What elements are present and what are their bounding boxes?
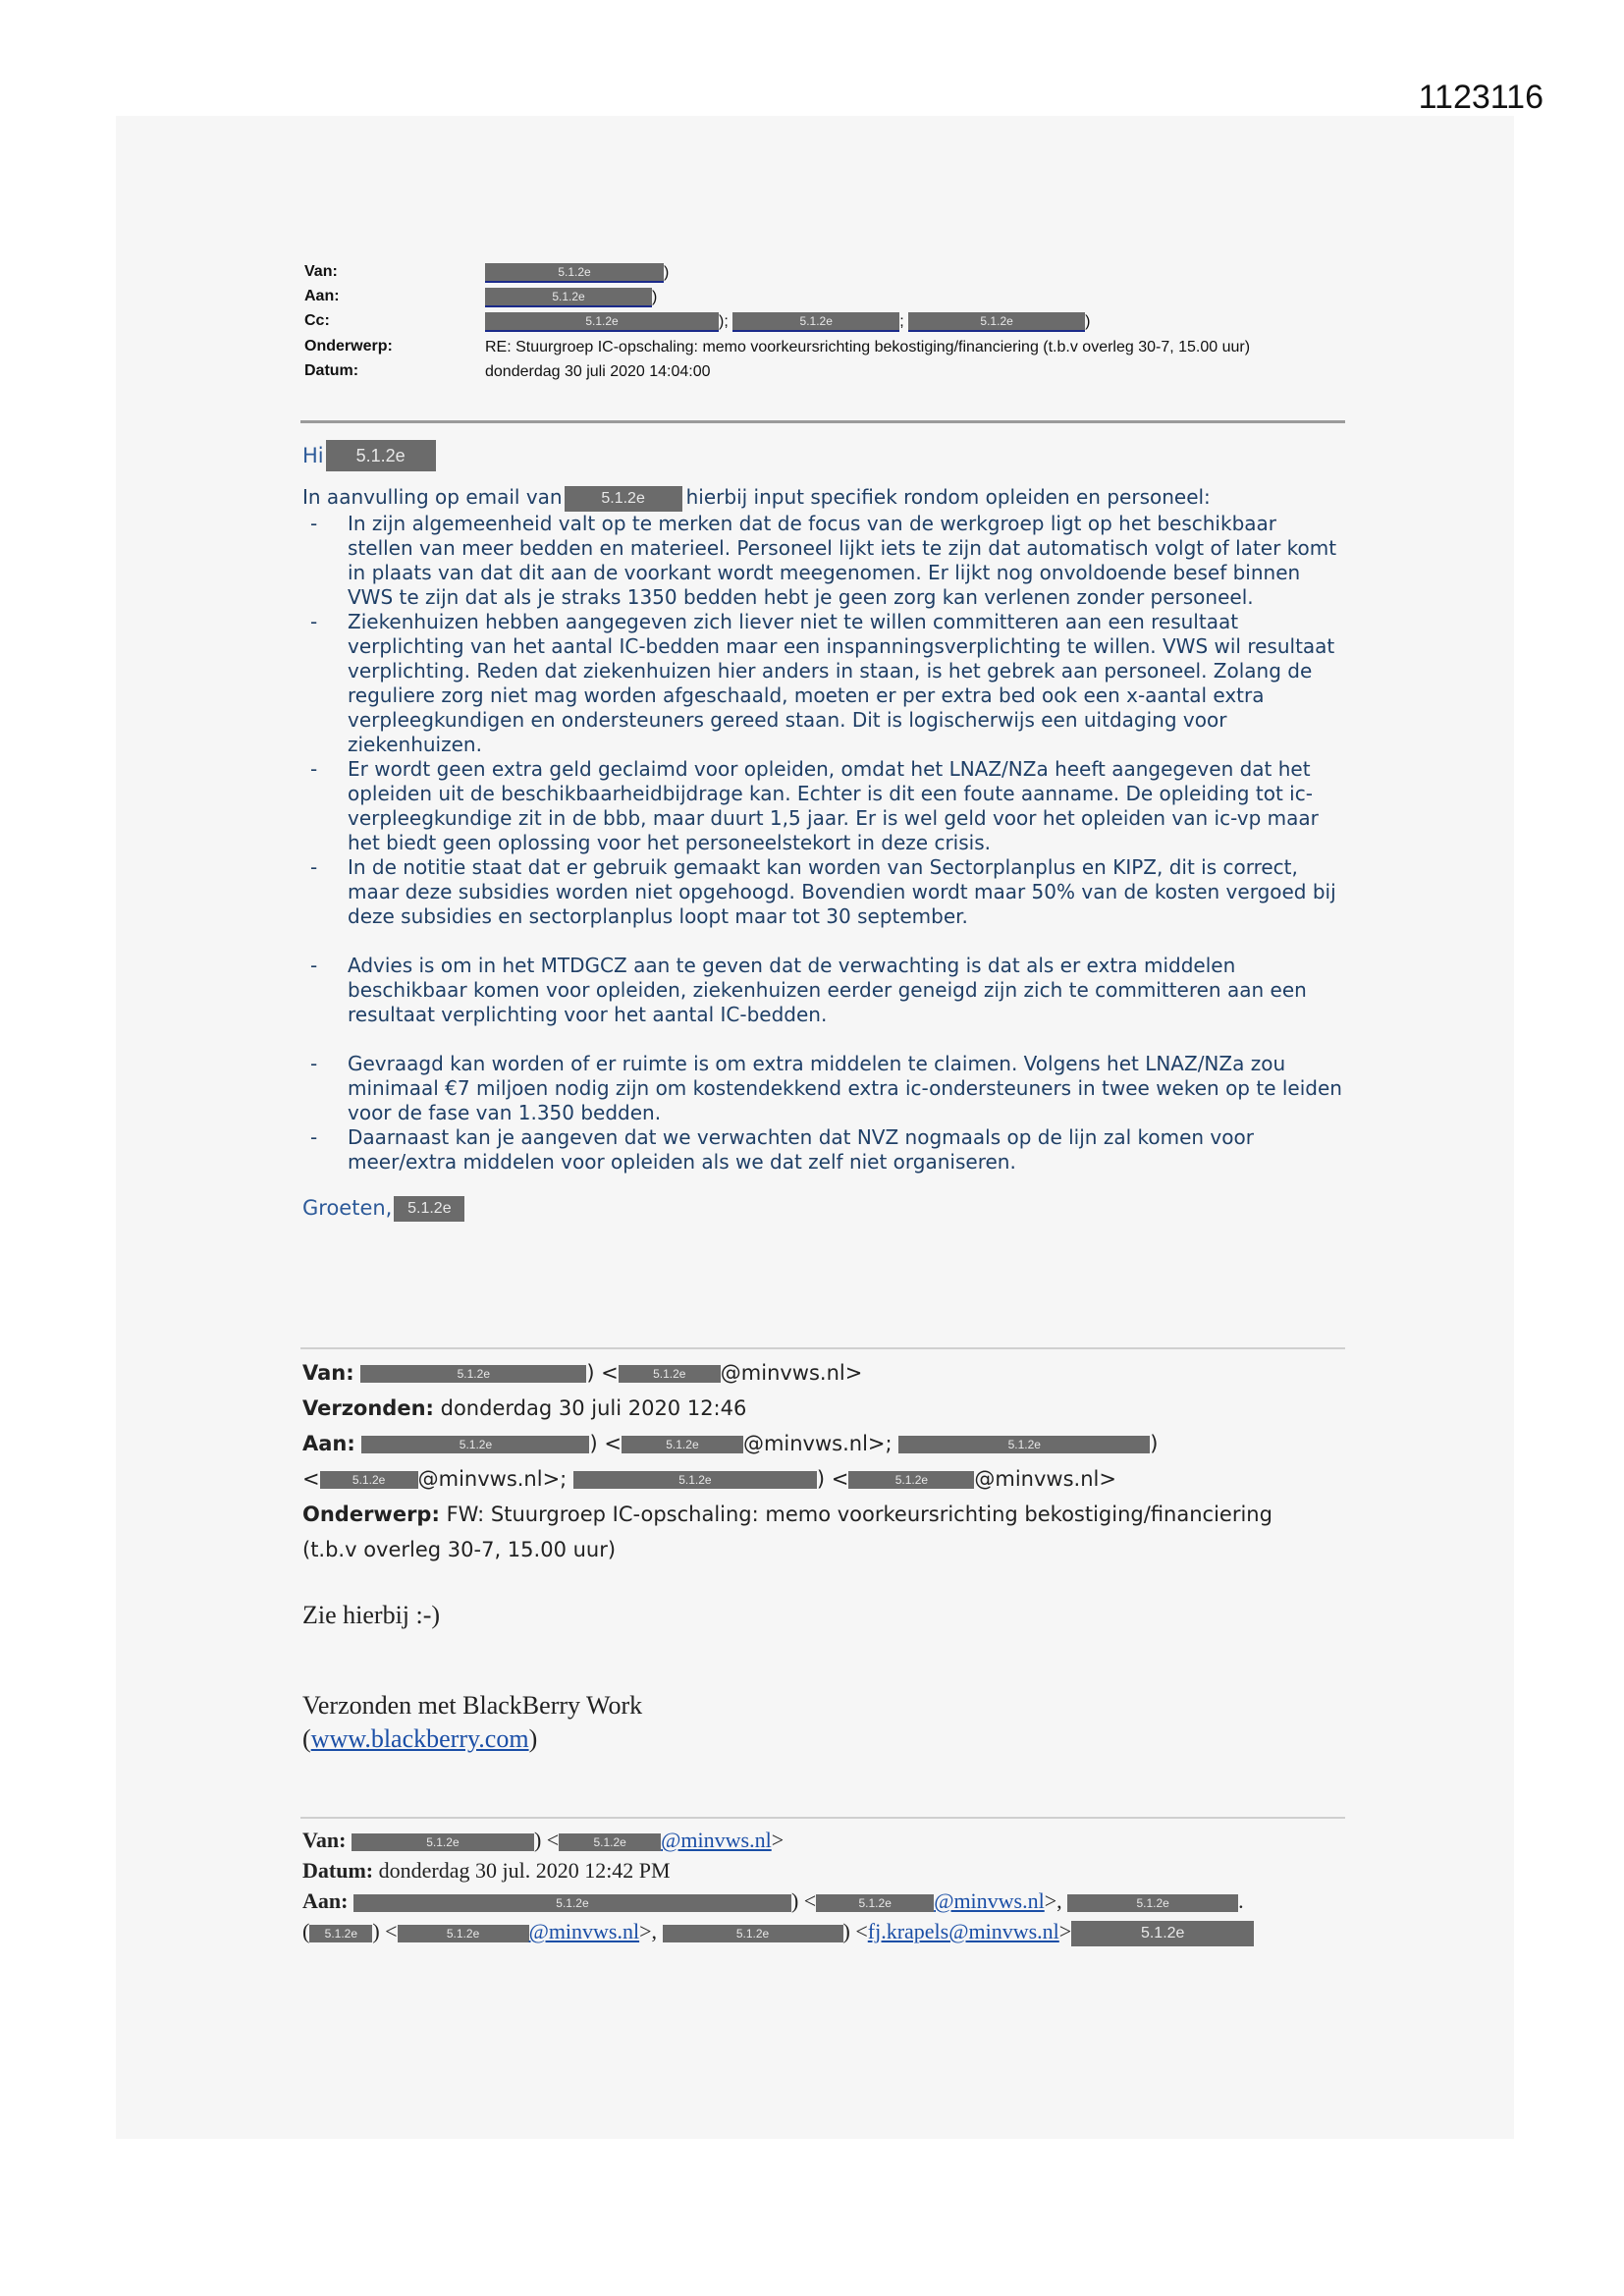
signature: Verzonden met BlackBerry Work <box>302 1691 643 1720</box>
to-row-continued: ( 5.1.2e ) < 5.1.2e @minvws.nl>, 5.1.2e ) <fj.krapels@minvws.nl> 5.1.2e <box>302 1916 1353 1946</box>
list-item: - Daarnaast kan je aangeven dat we verwachten dat NVZ nogmaals op de lijn zal komen voor meer/extra middelen voor opleiden als we dat zelf niet organiseren. <box>302 1125 1343 1175</box>
date-row: Datum: donderdag 30 jul. 2020 12:42 PM <box>302 1858 671 1883</box>
date-text: donderdag 30 juli 2020 14:04:00 <box>485 362 711 380</box>
redaction: 5.1.2e <box>559 1833 661 1851</box>
email-body <box>302 440 1343 1222</box>
subject-label: Onderwerp: <box>304 337 393 355</box>
email-header-3 <box>302 1825 1353 1946</box>
redaction: 5.1.2e <box>848 1471 974 1489</box>
bullet-list <box>302 512 1343 1175</box>
greeting: Hi 5.1.2e <box>302 440 1343 471</box>
signature-link-row: (www.blackberry.com) <box>302 1724 538 1753</box>
forward-divider <box>300 1347 1345 1349</box>
krapels-email-link[interactable]: fj.krapels@minvws.nl <box>867 1919 1059 1943</box>
list-item: - Er wordt geen extra geld geclaimd voor opleiden, omdat het LNAZ/NZa heeft aangegeven dat het opleiden uit de beschikbaarheidbijdrage kan. Echter is dit een foute aanname. De opleiding tot ic-verpleegkundige zit in de bbb, maar duurt 1,5 jaar. Er is wel geld voor het opleiden van ic-vp maar het biedt geen oplossing voor het personeelstekort in deze crisis. <box>302 757 1343 855</box>
cc-label: Cc: <box>304 312 330 330</box>
redaction: 5.1.2e <box>320 1471 418 1489</box>
blackberry-link[interactable]: www.blackberry.com <box>310 1724 529 1753</box>
from-row: Van: 5.1.2e ) < 5.1.2e @minvws.nl> <box>302 1828 785 1852</box>
redaction: 5.1.2e <box>816 1894 934 1912</box>
redaction: 5.1.2e <box>619 1365 721 1383</box>
redaction: 5.1.2e <box>326 440 436 471</box>
subject-row: Onderwerp: FW: Stuurgroep IC-opschaling: memo voorkeursrichting bekostiging/financiering <box>302 1503 1272 1526</box>
header-divider <box>300 420 1345 423</box>
list-item: - Advies is om in het MTDGCZ aan te geven dat de verwachting is dat als er extra middelen beschikbaar komen voor opleiden, ziekenhuizen eerder geneigd zijn zich te committeren aan een resultaat verplichting voor het aantal IC-bedden. <box>302 954 1343 1027</box>
email-link[interactable]: @minvws.nl <box>661 1828 772 1852</box>
cc-row: Cc: 5.1.2e ); 5.1.2e ; 5.1.2e ) <box>304 312 1091 331</box>
redaction: 5.1.2e <box>573 1471 817 1489</box>
subject-row-continued: (t.b.v overleg 30-7, 15.00 uur) <box>302 1538 617 1561</box>
redaction: 5.1.2e <box>360 1365 586 1383</box>
redaction: 5.1.2e <box>908 312 1085 332</box>
redaction: 5.1.2e <box>352 1833 534 1851</box>
redaction: 5.1.2e <box>1067 1894 1238 1912</box>
redaction: 5.1.2e <box>485 288 652 307</box>
redaction: 5.1.2e <box>394 1196 464 1222</box>
to-label: Aan: <box>304 288 340 305</box>
from-row: Van: 5.1.2e ) < 5.1.2e @minvws.nl> <box>302 1361 863 1385</box>
forward-note <box>302 1599 642 1756</box>
redaction: 5.1.2e <box>309 1925 372 1942</box>
to-row: Aan: 5.1.2e ) < 5.1.2e @minvws.nl>; 5.1.2e ) <box>302 1432 1159 1455</box>
email-header-1 <box>304 263 1345 387</box>
subject-text: RE: Stuurgroep IC-opschaling: memo voorkeursrichting bekostiging/financiering (t.b.v overleg 30-7, 15.00 uur) <box>485 338 1251 355</box>
original-divider <box>300 1817 1345 1819</box>
date-label: Datum: <box>304 361 359 379</box>
to-row: Aan: 5.1.2e ) < 5.1.2e @minvws.nl>, 5.1.2e . <box>302 1888 1244 1913</box>
note-text: Zie hierbij :-) <box>302 1601 441 1629</box>
from-label: Van: <box>304 263 338 280</box>
redaction: 5.1.2e <box>622 1436 743 1453</box>
redaction: 5.1.2e <box>898 1436 1150 1453</box>
redaction: 5.1.2e <box>565 486 682 512</box>
redaction: 5.1.2e <box>361 1436 589 1453</box>
list-item: - In zijn algemeenheid valt op te merken dat de focus van de werkgroep ligt op het beschikbaar stellen van meer bedden en materieel. Personeel lijkt iets te zijn dat automatisch volgt of later komt in plaats van dat dit aan de voorkant wordt meegenomen. Er lijkt nog onvoldoende besef binnen VWS te zijn dat als je straks 1350 bedden hebt je geen zorg kan verlenen zonder personeel. <box>302 512 1343 610</box>
date-row <box>304 362 1345 382</box>
to-row-continued: < 5.1.2e @minvws.nl>; 5.1.2e ) < 5.1.2e @minvws.nl> <box>302 1467 1116 1491</box>
subject-row <box>304 338 1345 357</box>
list-item: - In de notitie staat dat er gebruik gemaakt kan worden van Sectorplanplus en KIPZ, dit is correct, maar deze subsidies worden niet opgehoogd. Bovendien wordt maar 50% van de kosten vergoed bij deze subsidies en sectorplanplus loopt maar tot 30 september. <box>302 855 1343 929</box>
email-link[interactable]: @minvws.nl <box>934 1888 1045 1913</box>
closing: Groeten, 5.1.2e <box>302 1196 1343 1222</box>
document-id: 1123116 <box>1418 79 1543 116</box>
redaction: 5.1.2e <box>663 1925 843 1942</box>
to-row: Aan: 5.1.2e ) <box>304 288 658 306</box>
email-header-2 <box>302 1355 1353 1567</box>
redaction: 5.1.2e <box>485 263 664 283</box>
redaction: 5.1.2e <box>398 1925 529 1942</box>
list-item: - Gevraagd kan worden of er ruimte is om extra middelen te claimen. Volgens het LNAZ/NZa zou minimaal €7 miljoen nodig zijn om kostendekkend extra ic-ondersteuners in twee weken op te leiden voor de fase van 1.350 bedden. <box>302 1052 1343 1125</box>
redaction: 5.1.2e <box>732 312 899 332</box>
redaction: 5.1.2e <box>353 1894 791 1912</box>
list-item: - Ziekenhuizen hebben aangegeven zich liever niet te willen committeren aan een resultaat verplichting van het aantal IC-bedden maar een inspanningsverplichting te willen. VWS wil resultaat verplichting. Reden dat ziekenhuizen hier anders in staan, is het gebrek aan personeel. Zolang de reguliere zorg niet mag worden afgeschaald, moeten er per extra bed ook een x-aantal extra verpleegkundigen en ondersteuners gereed staan. Dit is logischerwijs een uitdaging voor ziekenhuizen. <box>302 610 1343 757</box>
redaction: 5.1.2e <box>485 312 719 332</box>
intro-paragraph: In aanvulling op email van 5.1.2e hierbij input specifiek rondom opleiden en personeel: <box>302 485 1343 512</box>
email-link[interactable]: @minvws.nl <box>528 1919 640 1943</box>
redaction: 5.1.2e <box>1071 1921 1254 1946</box>
from-row: Van: 5.1.2e ) <box>304 263 670 282</box>
sent-row: Verzonden: donderdag 30 juli 2020 12:46 <box>302 1396 747 1420</box>
